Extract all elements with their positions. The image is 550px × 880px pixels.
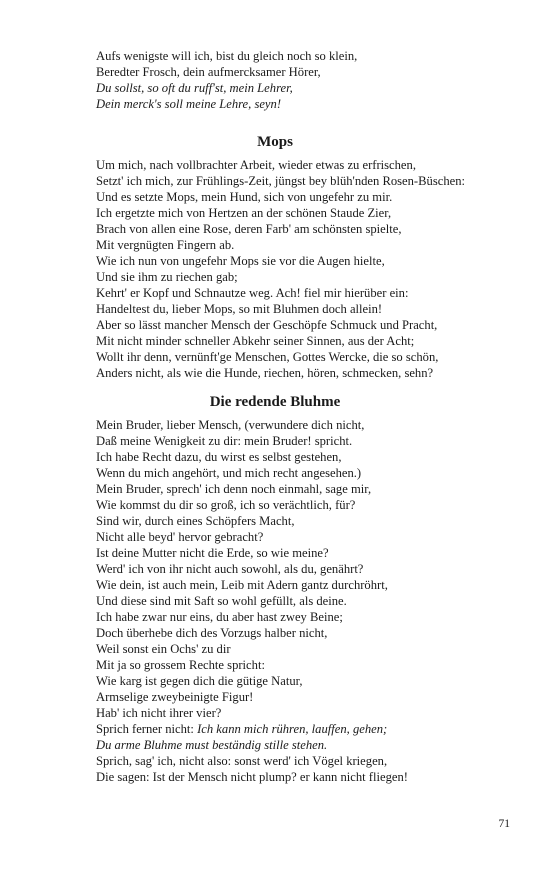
verse-line: Dein merck's soll meine Lehre, seyn!	[96, 97, 282, 111]
verse-line: Und sie ihm zu riechen gab;	[96, 270, 238, 284]
verse-line: Aufs wenigste will ich, bist du gleich noch so klein,	[96, 49, 358, 63]
verse-line: Du sollst, so oft du ruff'st, mein Lehrer,	[96, 81, 293, 95]
verse-line: Mein Bruder, sprech' ich denn noch einmahl, sage mir,	[96, 482, 372, 496]
verse-line: Nicht alle beyd' hervor gebracht?	[96, 530, 264, 544]
verse-line: Brach von allen eine Rose, deren Farb' am schönsten spielte,	[96, 222, 402, 236]
verse-line: Werd' ich von ihr nicht auch sowohl, als du, genährt?	[96, 562, 364, 576]
verse-line: Wie karg ist gegen dich die gütige Natur,	[96, 674, 303, 688]
poem-title-die-redende-bluhme: Die redende Bluhme	[209, 394, 341, 410]
verse-line: Doch überhebe dich des Vorzugs halber nicht,	[96, 626, 328, 640]
verse-line: Und diese sind mit Saft so wohl gefüllt, als deine.	[96, 594, 347, 608]
verse-line: Und es setzte Mops, mein Hund, sich von ungefehr zu mir.	[96, 190, 393, 204]
verse-line: Mein Bruder, lieber Mensch, (verwundere dich nicht,	[96, 418, 365, 432]
verse-line: Armselige zweybeinigte Figur!	[96, 690, 254, 704]
verse-line: Um mich, nach vollbrachter Arbeit, wieder etwas zu erfrischen,	[96, 158, 416, 172]
verse-line: Setzt' ich mich, zur Frühlings-Zeit, jüngst bey blüh'nden Rosen-Büschen:	[96, 174, 466, 188]
verse-line: Ich ergetzte mich von Hertzen an der schönen Staude Zier,	[96, 206, 392, 220]
verse-line: Hab' ich nicht ihrer vier?	[96, 706, 222, 720]
verse-line: Ist deine Mutter nicht die Erde, so wie meine?	[96, 546, 329, 560]
verse-line: Wie dein, ist auch mein, Leib mit Adern gantz durchröhrt,	[96, 578, 388, 592]
verse-line: Ich habe Recht dazu, du wirst es selbst gestehen,	[96, 450, 342, 464]
verse-line: Wie ich nun von ungefehr Mops sie vor die Augen hielte,	[96, 254, 385, 268]
verse-line: Beredter Frosch, dein aufmercksamer Hörer,	[96, 65, 321, 79]
verse-line: Weil sonst ein Ochs' zu dir	[96, 642, 231, 656]
page-number: 71	[498, 818, 510, 830]
poem-die-redende-bluhme	[96, 417, 496, 785]
poem-mops	[96, 157, 496, 381]
verse-line: Die sagen: Ist der Mensch nicht plump? er kann nicht fliegen!	[96, 770, 408, 784]
verse-line: Handeltest du, lieber Mops, so mit Bluhmen doch allein!	[96, 302, 383, 316]
verse-line: Mit nicht minder schneller Abkehr seiner Sinnen, aus der Acht;	[96, 334, 415, 348]
verse-line: Anders nicht, als wie die Hunde, riechen, hören, schmecken, sehn?	[96, 366, 434, 380]
verse-line: Mit vergnügten Fingern ab.	[96, 238, 235, 252]
verse-line: Du arme Bluhme must beständig stille stehen.	[96, 738, 328, 752]
verse-line: Daß meine Wenigkeit zu dir: mein Bruder! spricht.	[96, 434, 353, 448]
verse-line: Sprich ferner nicht: Ich kann mich rühren, lauffen, gehen;	[96, 722, 388, 736]
verse-line: Mit ja so grossem Rechte spricht:	[96, 658, 265, 672]
verse-line: Wie kommst du dir so groß, ich so verächtlich, für?	[96, 498, 356, 512]
verse-line: Wollt ihr denn, vernünft'ge Menschen, Gottes Wercke, die so schön,	[96, 350, 439, 364]
verse-line: Kehrt' er Kopf und Schnautze weg. Ach! fiel mir hierüber ein:	[96, 286, 409, 300]
verse-line: Sprich, sag' ich, nicht also: sonst werd' ich Vögel kriegen,	[96, 754, 388, 768]
verse-line: Aber so lässt mancher Mensch der Geschöpfe Schmuck und Pracht,	[96, 318, 438, 332]
poem-title-mops: Mops	[257, 134, 293, 150]
intro-stanza	[96, 48, 496, 112]
verse-line: Ich habe zwar nur eins, du aber hast zwey Beine;	[96, 610, 343, 624]
verse-line: Wenn du mich angehört, und mich recht angesehen.)	[96, 466, 362, 480]
verse-line: Sind wir, durch eines Schöpfers Macht,	[96, 514, 295, 528]
